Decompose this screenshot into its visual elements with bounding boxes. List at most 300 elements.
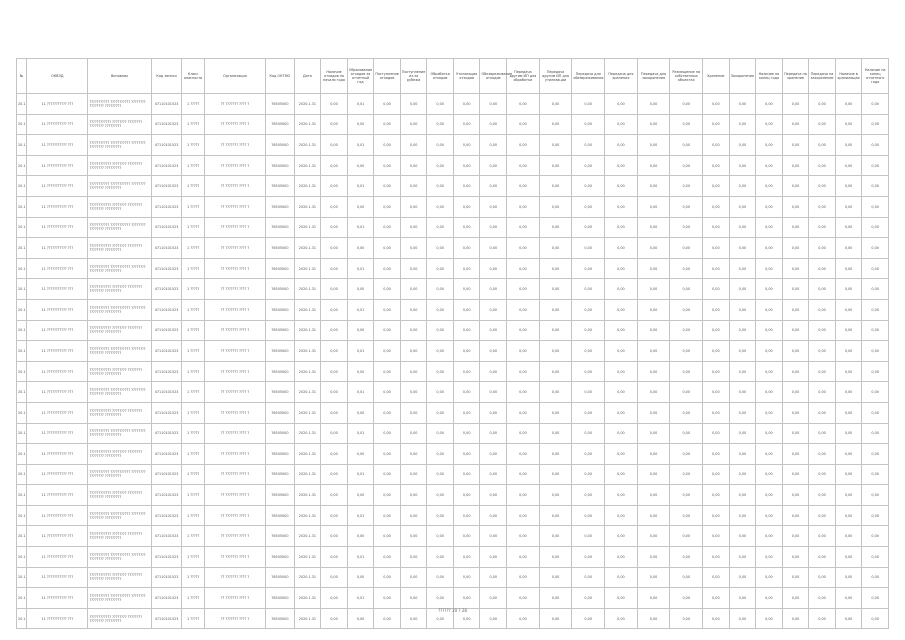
table-cell: 1 ????? [182,135,204,156]
table-cell: 11 ??????????? ??? [27,547,88,568]
table-cell: 0,00 [756,176,783,197]
table-cell: 0,00 [637,567,670,588]
table-cell: 0,00 [729,382,756,403]
table-cell: 0,00 [507,547,540,568]
table-cell: 0,00 [637,402,670,423]
table-cell: 0,00 [703,608,730,629]
table-cell: 0,01 [347,94,374,115]
table-cell: 0,00 [539,547,572,568]
table-cell: 0,00 [374,176,401,197]
table-cell: 0,00 [703,464,730,485]
table-row [17,526,889,547]
table-cell: 20.1 [17,485,27,506]
table-cell: 0,00 [427,279,454,300]
table-cell: 0,00 [453,423,480,444]
table-cell: 0,00 [809,258,836,279]
table-cell: 0,00 [347,526,374,547]
table-cell: 0,00 [453,588,480,609]
column-header: Поступление из-за рубежа [400,59,427,94]
table-cell: 0,00 [507,505,540,526]
table-cell: 0,00 [637,320,670,341]
table-cell: 20.1 [17,547,27,568]
table-cell: 0,00 [480,423,507,444]
table-cell: 0,00 [427,114,454,135]
table-cell: 0,00 [572,299,605,320]
table-cell: 0,00 [782,114,809,135]
table-cell: 0,00 [400,196,427,217]
table-cell: 0,00 [637,135,670,156]
table-cell: 1 ????? [182,464,204,485]
table-cell: 0,00 [453,505,480,526]
table-cell: 11 ??????????? ??? [27,444,88,465]
table-cell: 0,00 [400,423,427,444]
table-cell: 0,00 [347,279,374,300]
table-cell: 0,00 [862,94,889,115]
table-cell: 47110101523 [151,361,182,382]
table-cell: ?? ??????? ???? ? [204,547,265,568]
table-cell: 76505000 [266,526,295,547]
table-cell: 0,00 [539,135,572,156]
table-cell: 0,00 [835,547,862,568]
table-cell: 0,00 [400,547,427,568]
table-cell: 0,00 [703,176,730,197]
table-cell: 0,00 [756,279,783,300]
table-cell: ?? ??????? ???? ? [204,155,265,176]
table-cell: 1 ????? [182,588,204,609]
table-cell: 0,01 [347,135,374,156]
table-cell: 0,00 [703,505,730,526]
table-cell: 2020.1.31 [294,94,321,115]
table-cell: 0,00 [670,608,703,629]
table-cell: 0,00 [782,505,809,526]
table-cell: 76505000 [266,464,295,485]
table-cell: 2020.1.31 [294,547,321,568]
table-cell: 0,00 [703,94,730,115]
column-header: Передача на захоронение [809,59,836,94]
table-cell: 47110101523 [151,135,182,156]
table-cell: 0,00 [729,94,756,115]
table-cell: 20.1 [17,341,27,362]
table-cell: 0,00 [374,361,401,382]
table-cell: 76505000 [266,402,295,423]
table-cell: 0,00 [374,258,401,279]
table-cell: 0,00 [400,485,427,506]
table-cell: 0,00 [347,114,374,135]
table-cell: 0,00 [605,567,638,588]
table-cell: 0,00 [347,444,374,465]
table-cell: 0,00 [637,155,670,176]
table-cell: 0,00 [605,423,638,444]
table-cell: 20.1 [17,423,27,444]
table-cell: 0,00 [703,382,730,403]
table-cell: 0,00 [321,94,348,115]
table-cell: 0,00 [729,402,756,423]
table-cell: 0,00 [400,505,427,526]
table-cell: 0,00 [670,402,703,423]
table-cell: 0,00 [480,341,507,362]
table-cell: 11 ??????????? ??? [27,567,88,588]
table-cell: 0,00 [637,176,670,197]
table-cell: 0,00 [321,196,348,217]
table-cell: 11 ??????????? ??? [27,464,88,485]
table-cell: 0,00 [703,217,730,238]
table-cell: 0,00 [703,423,730,444]
table-cell: 0,00 [782,361,809,382]
table-cell: 0,00 [539,238,572,259]
table-cell: 0,00 [782,402,809,423]
table-cell: ???????????? ???????? ???????? ???????? ????????? [88,114,151,135]
table-cell: 0,00 [756,258,783,279]
table-cell: 0,01 [347,258,374,279]
table-cell: 0,00 [539,505,572,526]
table-cell: 47110101523 [151,94,182,115]
table-cell: 20.1 [17,320,27,341]
table-cell: 0,00 [729,588,756,609]
table-cell: 0,00 [427,505,454,526]
table-cell: 0,00 [637,444,670,465]
page-footer: ?????? 20 ? 28 [438,608,467,613]
table-cell: 0,00 [637,423,670,444]
table-cell: 0,00 [756,361,783,382]
table-cell: 2020.1.31 [294,279,321,300]
table-cell: 0,00 [809,94,836,115]
table-cell: 0,00 [809,588,836,609]
table-cell: 0,00 [756,320,783,341]
table-cell: 1 ????? [182,176,204,197]
table-cell: 0,01 [347,547,374,568]
table-cell: 0,00 [862,485,889,506]
table-cell: 0,00 [670,238,703,259]
table-cell: 0,00 [809,114,836,135]
table-cell: 0,00 [605,238,638,259]
table-cell: 0,00 [605,258,638,279]
table-cell: 0,00 [835,341,862,362]
table-cell: 0,00 [605,341,638,362]
table-cell: 20.1 [17,505,27,526]
table-cell: 0,00 [539,94,572,115]
table-cell: 11 ??????????? ??? [27,423,88,444]
table-cell: 0,00 [729,547,756,568]
table-cell: 0,00 [400,464,427,485]
table-cell: 0,00 [670,279,703,300]
table-cell: 0,00 [507,94,540,115]
table-cell: 0,00 [637,608,670,629]
table-cell: 76505000 [266,567,295,588]
table-cell: 0,00 [862,320,889,341]
table-cell: 0,00 [835,423,862,444]
table-cell: 0,00 [670,155,703,176]
table-cell: 76505000 [266,196,295,217]
table-cell: 0,00 [782,258,809,279]
table-cell: 0,00 [809,279,836,300]
table-cell: 0,00 [729,196,756,217]
table-cell: 0,00 [703,155,730,176]
table-cell: 20.1 [17,588,27,609]
table-cell: 0,00 [374,320,401,341]
table-cell: 0,00 [670,94,703,115]
table-cell: ?? ??????? ???? ? [204,423,265,444]
table-cell: 0,00 [862,608,889,629]
table-cell: ???????????? ???????? ???????? ???????? ????????? [88,608,151,629]
table-cell: 0,00 [480,114,507,135]
table-cell: 0,00 [400,114,427,135]
table-cell: 0,00 [572,155,605,176]
table-cell: 0,00 [453,382,480,403]
table-cell: ???????????? ???????? ???????? ???????? ????????? [88,361,151,382]
table-cell: ?? ??????? ???? ? [204,135,265,156]
table-cell: 0,00 [756,217,783,238]
table-cell: 0,00 [347,608,374,629]
table-cell: 0,00 [756,155,783,176]
table-cell: 76505000 [266,217,295,238]
table-cell: 0,00 [539,299,572,320]
table-cell: 0,00 [782,444,809,465]
table-cell: 47110101523 [151,217,182,238]
table-cell: 0,00 [756,567,783,588]
table-cell: 0,00 [835,505,862,526]
table-cell: 2020.1.31 [294,567,321,588]
table-row [17,464,889,485]
table-cell: 0,00 [539,608,572,629]
column-header: Наличие на конец года [756,59,783,94]
table-cell: 47110101523 [151,114,182,135]
table-cell: 76505000 [266,258,295,279]
table-cell: 0,00 [670,341,703,362]
table-cell: 0,00 [572,526,605,547]
column-header: ОКВЭД [27,59,88,94]
table-cell: 0,00 [539,588,572,609]
table-cell: 1 ????? [182,444,204,465]
table-cell: 0,00 [572,402,605,423]
table-cell: 0,00 [703,547,730,568]
table-cell: 0,00 [321,279,348,300]
table-cell: 47110101523 [151,608,182,629]
table-cell: 0,00 [453,155,480,176]
table-cell: 76505000 [266,114,295,135]
table-cell: 0,00 [539,526,572,547]
table-cell: 76505000 [266,505,295,526]
table-cell: 0,00 [782,485,809,506]
table-cell: 0,00 [507,279,540,300]
table-cell: 0,00 [507,608,540,629]
table-row [17,444,889,465]
column-header: № [17,59,27,94]
table-cell: ?? ??????? ???? ? [204,485,265,506]
table-cell: 0,00 [809,196,836,217]
table-cell: 0,00 [427,196,454,217]
table-cell: 0,00 [809,402,836,423]
table-cell: 0,00 [862,382,889,403]
column-header: Наличие в хранилищах [835,59,862,94]
table-cell: 11 ??????????? ??? [27,361,88,382]
table-cell: 0,00 [453,567,480,588]
table-cell: 76505000 [266,485,295,506]
table-cell: 1 ????? [182,299,204,320]
table-cell: 0,00 [321,258,348,279]
table-cell: 0,00 [756,135,783,156]
table-cell: 0,00 [703,485,730,506]
table-row [17,279,889,300]
table-cell: 0,00 [427,608,454,629]
table-cell: 0,00 [453,361,480,382]
table-cell: 2020.1.31 [294,608,321,629]
table-cell: 0,00 [427,526,454,547]
table-cell: ?? ??????? ???? ? [204,444,265,465]
table-cell: 0,00 [637,217,670,238]
table-row [17,176,889,197]
table-row [17,94,889,115]
table-cell: 0,00 [862,444,889,465]
column-header: Образование отходов за отчетный год [347,59,374,94]
table-cell: 0,00 [400,588,427,609]
table-cell: 0,00 [400,444,427,465]
table-cell: 0,00 [427,444,454,465]
table-cell: 0,00 [809,485,836,506]
table-cell: ??????????? ??????????? ???????? ???????? ????????? [88,382,151,403]
table-cell: 0,00 [862,176,889,197]
table-row [17,238,889,259]
table-cell: 1 ????? [182,155,204,176]
table-cell: 0,00 [539,341,572,362]
table-cell: 0,00 [782,217,809,238]
table-cell: 0,00 [670,135,703,156]
table-cell: 0,00 [427,588,454,609]
table-cell: 2020.1.31 [294,505,321,526]
table-cell: ??????????? ??????????? ???????? ???????? ????????? [88,505,151,526]
column-header: Передача для захоронения [637,59,670,94]
table-cell: 0,00 [605,608,638,629]
table-cell: 0,00 [427,320,454,341]
column-header: Передача другим ИП для утилизации [539,59,572,94]
table-cell: ???????????? ???????? ???????? ???????? ????????? [88,196,151,217]
table-cell: 47110101523 [151,299,182,320]
table-cell: 0,00 [756,485,783,506]
table-cell: ??????????? ??????????? ???????? ???????? ????????? [88,547,151,568]
table-cell: 0,00 [321,320,348,341]
table-cell: 0,00 [539,114,572,135]
table-cell: 1 ????? [182,402,204,423]
table-cell: 0,00 [572,341,605,362]
table-cell: 0,00 [480,320,507,341]
table-cell: 0,00 [480,444,507,465]
table-cell: 1 ????? [182,361,204,382]
table-cell: 0,00 [427,485,454,506]
table-cell: 0,00 [703,299,730,320]
table-cell: 1 ????? [182,320,204,341]
table-cell: 0,00 [507,423,540,444]
table-cell: 0,00 [427,299,454,320]
table-cell: 11 ??????????? ??? [27,505,88,526]
table-cell: 20.1 [17,567,27,588]
table-cell: ?? ??????? ???? ? [204,320,265,341]
table-cell: ?? ??????? ???? ? [204,279,265,300]
table-cell: 2020.1.31 [294,444,321,465]
table-cell: 0,00 [539,423,572,444]
table-cell: 0,00 [637,299,670,320]
table-cell: 76505000 [266,176,295,197]
table-cell: 0,00 [321,238,348,259]
table-cell: 0,00 [539,196,572,217]
table-cell: 0,00 [729,485,756,506]
table-cell: 0,00 [729,505,756,526]
table-cell: 1 ????? [182,196,204,217]
table-cell: 0,00 [427,361,454,382]
table-cell: 0,00 [756,608,783,629]
table-cell: 0,00 [835,258,862,279]
table-cell: 0,00 [670,361,703,382]
table-cell: 0,00 [670,299,703,320]
table-cell: 76505000 [266,94,295,115]
table-cell: 47110101523 [151,505,182,526]
table-cell: 2020.1.31 [294,299,321,320]
table-cell: 20.1 [17,382,27,403]
table-cell: 0,00 [400,567,427,588]
table-cell: 0,00 [427,402,454,423]
table-cell: 47110101523 [151,485,182,506]
table-cell: 1 ????? [182,505,204,526]
table-cell: 0,00 [453,444,480,465]
table-cell: 11 ??????????? ??? [27,341,88,362]
table-cell: 47110101523 [151,382,182,403]
table-row [17,547,889,568]
table-cell: 0,00 [605,135,638,156]
table-row [17,320,889,341]
waste-report-table [16,58,889,629]
table-cell: 0,00 [400,155,427,176]
table-cell: 0,00 [374,155,401,176]
table-cell: 0,00 [400,382,427,403]
table-cell: 47110101523 [151,258,182,279]
table-cell: 0,00 [756,341,783,362]
table-cell: 0,00 [670,444,703,465]
table-cell: 0,00 [572,320,605,341]
table-cell: 2020.1.31 [294,238,321,259]
table-cell: 0,00 [572,485,605,506]
table-cell: 0,00 [756,423,783,444]
table-cell: 2020.1.31 [294,382,321,403]
table-cell: 0,00 [637,547,670,568]
table-cell: 0,00 [782,238,809,259]
table-cell: 11 ??????????? ??? [27,114,88,135]
column-header: Передача для хранения [605,59,638,94]
table-cell: 0,00 [400,361,427,382]
table-cell: 0,00 [374,341,401,362]
table-cell: 0,00 [539,320,572,341]
table-cell: 0,00 [427,155,454,176]
table-cell: 0,00 [347,155,374,176]
table-cell: 0,00 [862,114,889,135]
table-cell: 20.1 [17,176,27,197]
table-cell: 0,00 [427,567,454,588]
table-cell: 0,00 [321,485,348,506]
table-cell: 0,00 [756,444,783,465]
table-cell: 0,00 [572,505,605,526]
table-cell: 0,00 [480,505,507,526]
table-cell: 0,00 [572,114,605,135]
table-cell: 0,00 [809,382,836,403]
table-cell: 47110101523 [151,176,182,197]
table-cell: 76505000 [266,320,295,341]
table-cell: 1 ????? [182,485,204,506]
table-cell: 0,00 [374,382,401,403]
table-cell: 0,00 [400,279,427,300]
table-cell: 0,00 [480,196,507,217]
table-cell: 0,00 [605,547,638,568]
column-header: Код ОКТМО [266,59,295,94]
table-cell: 0,00 [756,94,783,115]
table-cell: 1 ????? [182,382,204,403]
table-cell: 0,00 [453,526,480,547]
